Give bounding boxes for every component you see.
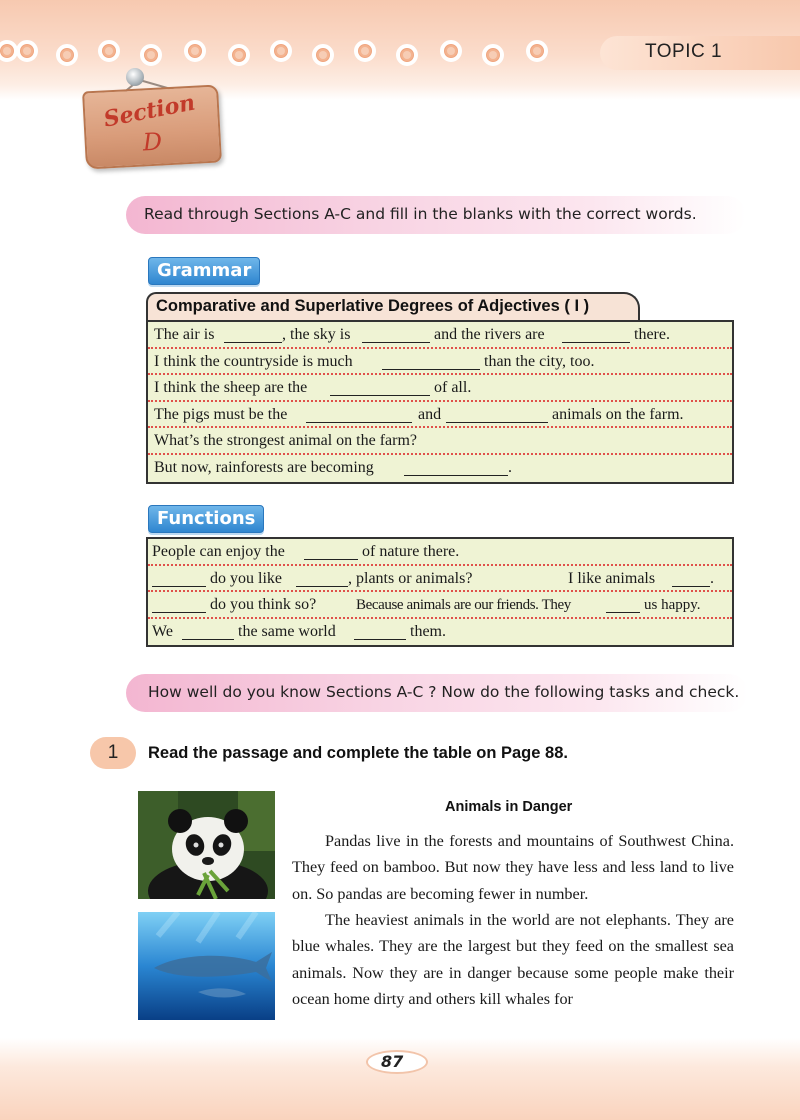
- article-title: Animals in Danger: [445, 799, 573, 815]
- circle-icon: [312, 44, 334, 66]
- page-number: 87: [381, 1052, 404, 1071]
- answer-blank[interactable]: [362, 342, 430, 343]
- functions-table: [146, 537, 734, 647]
- article-paragraph: Pandas live in the forests and mountains of Southwest China. They feed on bamboo. But now they have less and less land to live on. So pandas are becoming fewer in number.: [292, 832, 734, 903]
- circle-icon: [228, 44, 250, 66]
- section-word: Section: [101, 89, 198, 133]
- answer-blank[interactable]: [182, 639, 234, 640]
- instruction-text: How well do you know Sections A-C ? Now do the following tasks and check.: [148, 683, 740, 701]
- answer-blank[interactable]: [304, 559, 358, 560]
- table-row: What’s the strongest animal on the farm?: [148, 428, 732, 455]
- section-sign: [82, 84, 222, 169]
- answer-blank[interactable]: [562, 342, 630, 343]
- instruction-text: Read through Sections A-C and fill in the blanks with the correct words.: [144, 205, 697, 223]
- panda-photo: [138, 791, 275, 899]
- answer-blank[interactable]: [306, 422, 412, 423]
- grammar-label: Grammar: [148, 257, 260, 285]
- pin-icon: [126, 68, 144, 86]
- circle-icon: [16, 40, 38, 62]
- circle-icon: [184, 40, 206, 62]
- answer-blank[interactable]: [606, 612, 640, 613]
- circle-icon: [270, 40, 292, 62]
- table-row: I think the countryside is much than the city, too.: [148, 349, 732, 376]
- whale-photo: [138, 912, 275, 1020]
- table-row: But now, rainforests are becoming .: [154, 458, 512, 476]
- answer-blank[interactable]: [404, 475, 508, 476]
- task-number: 1: [90, 737, 136, 769]
- answer-blank[interactable]: [224, 342, 282, 343]
- table-row: People can enjoy the of nature there.: [148, 539, 732, 566]
- whale-image: [138, 912, 275, 1020]
- answer-blank[interactable]: [446, 422, 548, 423]
- table-row: The pigs must be the and animals on the farm.: [148, 402, 732, 429]
- functions-label: Functions: [148, 505, 264, 533]
- grammar-table: [146, 320, 734, 484]
- circle-icon: [396, 44, 418, 66]
- answer-blank[interactable]: [382, 369, 480, 370]
- table-row: I think the sheep are the of all.: [148, 375, 732, 402]
- answer-blank[interactable]: [330, 395, 430, 396]
- table-row: do you think so? Because animals are our friends. They us happy.: [148, 592, 732, 619]
- answer-blank[interactable]: [296, 586, 348, 587]
- article-paragraph: The heaviest animals in the world are not elephants. They are blue whales. They are the largest but they feed on the smallest sea animals. Now they are in danger because some people make their ocean home dirty and others kill whales for: [292, 911, 734, 1009]
- table-row: The air is , the sky is and the rivers are there.: [148, 322, 732, 349]
- circle-icon: [440, 40, 462, 62]
- circle-icon: [526, 40, 548, 62]
- answer-blank[interactable]: [152, 612, 206, 613]
- topic-label: TOPIC 1: [645, 41, 723, 62]
- circle-icon: [482, 44, 504, 66]
- task-instruction: Read the passage and complete the table on Page 88.: [148, 744, 568, 762]
- table-row: do you like , plants or animals? I like animals .: [148, 566, 732, 593]
- grammar-table-title: Comparative and Superlative Degrees of Adjectives ( I ): [156, 297, 590, 315]
- answer-blank[interactable]: [354, 639, 406, 640]
- circle-icon: [56, 44, 78, 66]
- circle-icon: [354, 40, 376, 62]
- section-letter: D: [142, 127, 163, 157]
- table-row: We the same world them.: [152, 622, 446, 640]
- circle-icon: [140, 44, 162, 66]
- panda-image: [138, 791, 275, 899]
- circle-icon: [98, 40, 120, 62]
- answer-blank[interactable]: [672, 586, 710, 587]
- answer-blank[interactable]: [152, 586, 206, 587]
